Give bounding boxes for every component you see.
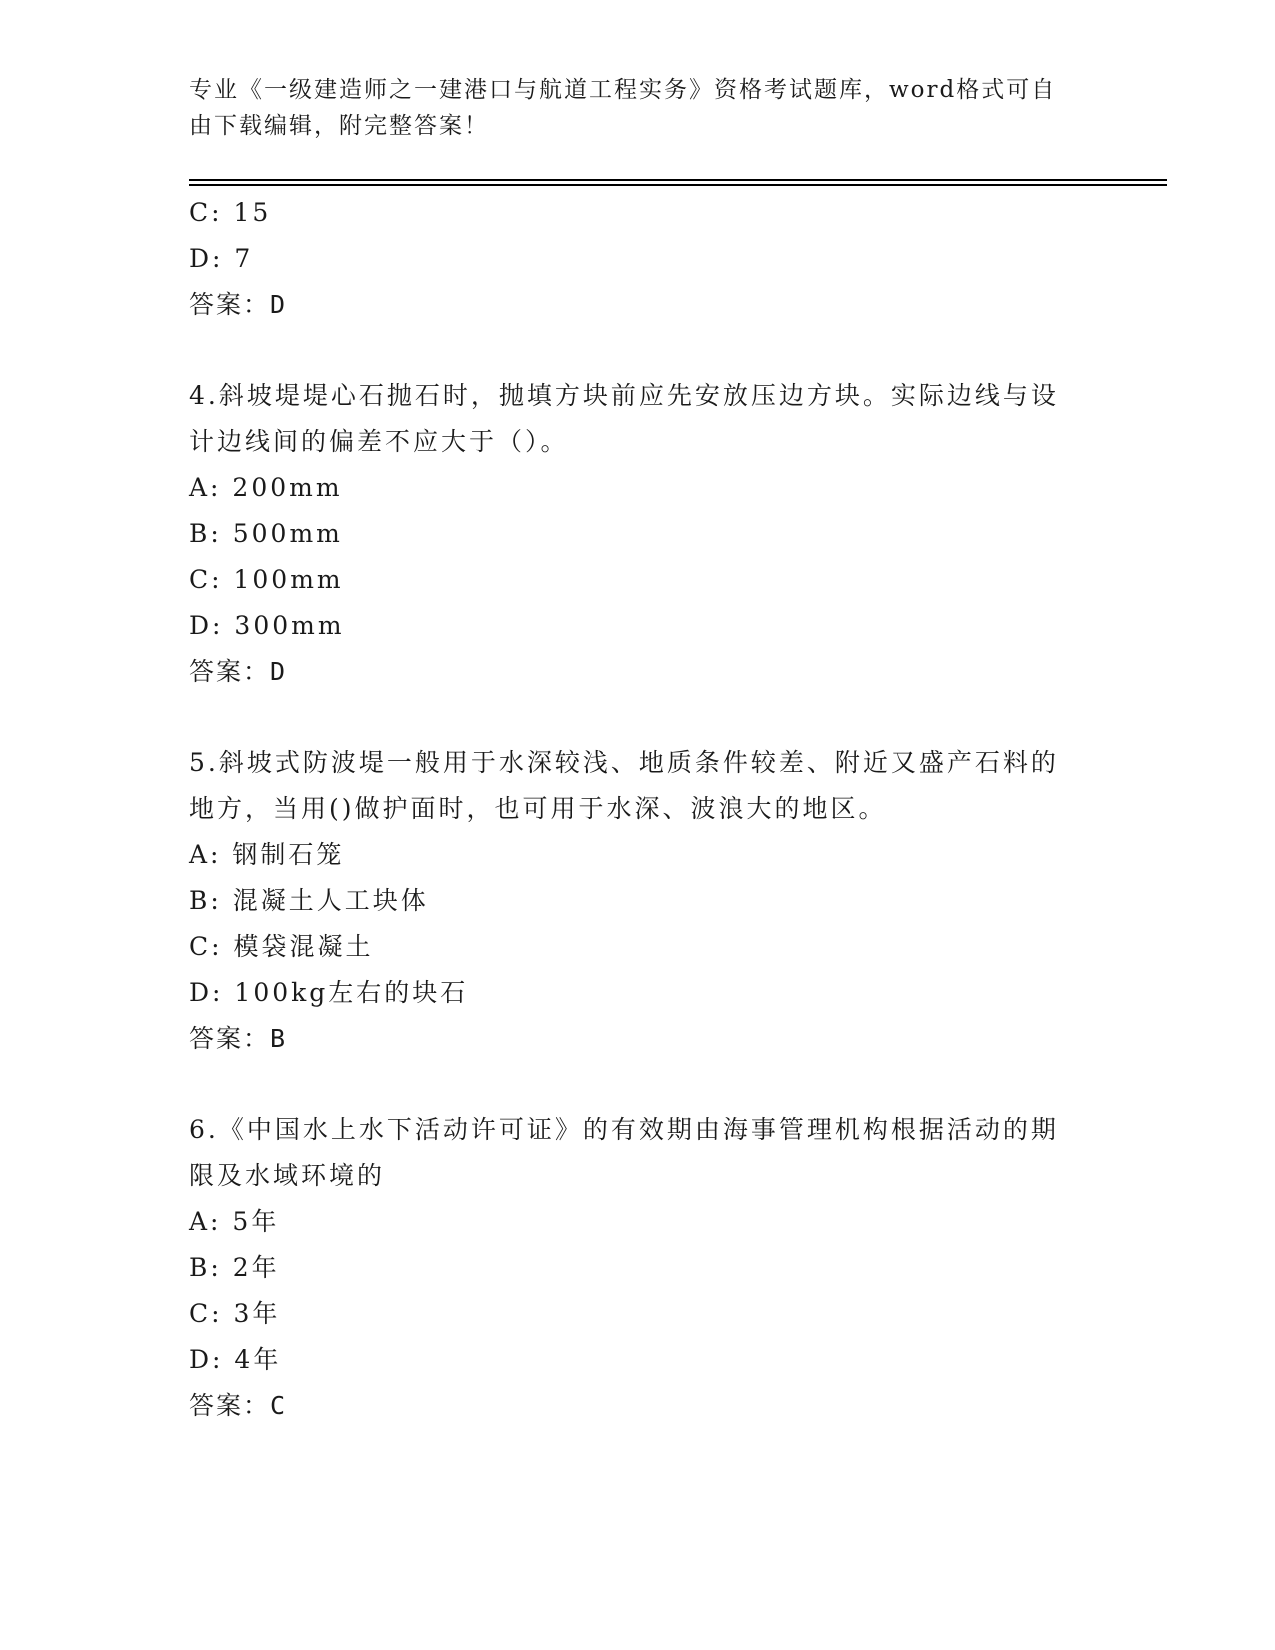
question-4 — [189, 373, 1069, 695]
document-body — [189, 190, 1069, 1429]
header-rule-bottom — [189, 184, 1167, 186]
option-d: D: 100kg左右的块石 — [189, 978, 469, 1007]
option-c: C: 3年 — [189, 1299, 281, 1328]
option-d: D: 7 — [189, 244, 254, 273]
header-rule-top — [189, 179, 1167, 181]
option-d: D: 4年 — [189, 1345, 282, 1374]
question-text: 4.斜坡堤堤心石抛石时，抛填方块前应先安放压边方块。实际边线与设计边线间的偏差不应大于（）。 — [189, 381, 1059, 456]
spacer — [189, 1062, 1069, 1107]
option-b: B: 500mm — [189, 519, 343, 548]
previous-question-tail — [189, 190, 1069, 328]
spacer — [189, 695, 1069, 740]
question-6 — [189, 1107, 1069, 1429]
question-text: 5.斜坡式防波堤一般用于水深较浅、地质条件较差、附近又盛产石料的地方，当用()做护面时，也可用于水深、波浪大的地区。 — [189, 748, 1059, 823]
document-header: 专业《一级建造师之一建港口与航道工程实务》资格考试题库，word格式可自由下载编辑，附完整答案！ — [189, 77, 1057, 139]
option-d: D: 300mm — [189, 611, 345, 640]
question-text: 6.《中国水上水下活动许可证》的有效期由海事管理机构根据活动的期限及水域环境的 — [189, 1115, 1059, 1190]
answer-line: 答案：D — [189, 290, 288, 319]
answer-line: 答案：D — [189, 657, 288, 686]
option-a: A: 5年 — [189, 1207, 280, 1236]
spacer — [189, 328, 1069, 373]
option-a: A: 钢制石笼 — [189, 840, 345, 869]
option-b: B: 2年 — [189, 1253, 280, 1282]
option-c: C: 模袋混凝土 — [189, 932, 374, 961]
option-b: B: 混凝土人工块体 — [189, 886, 429, 915]
question-5 — [189, 740, 1069, 1062]
option-c: C: 15 — [189, 198, 272, 227]
answer-line: 答案：C — [189, 1391, 288, 1420]
answer-line: 答案：B — [189, 1024, 288, 1053]
option-a: A: 200mm — [189, 473, 343, 502]
option-c: C: 100mm — [189, 565, 344, 594]
